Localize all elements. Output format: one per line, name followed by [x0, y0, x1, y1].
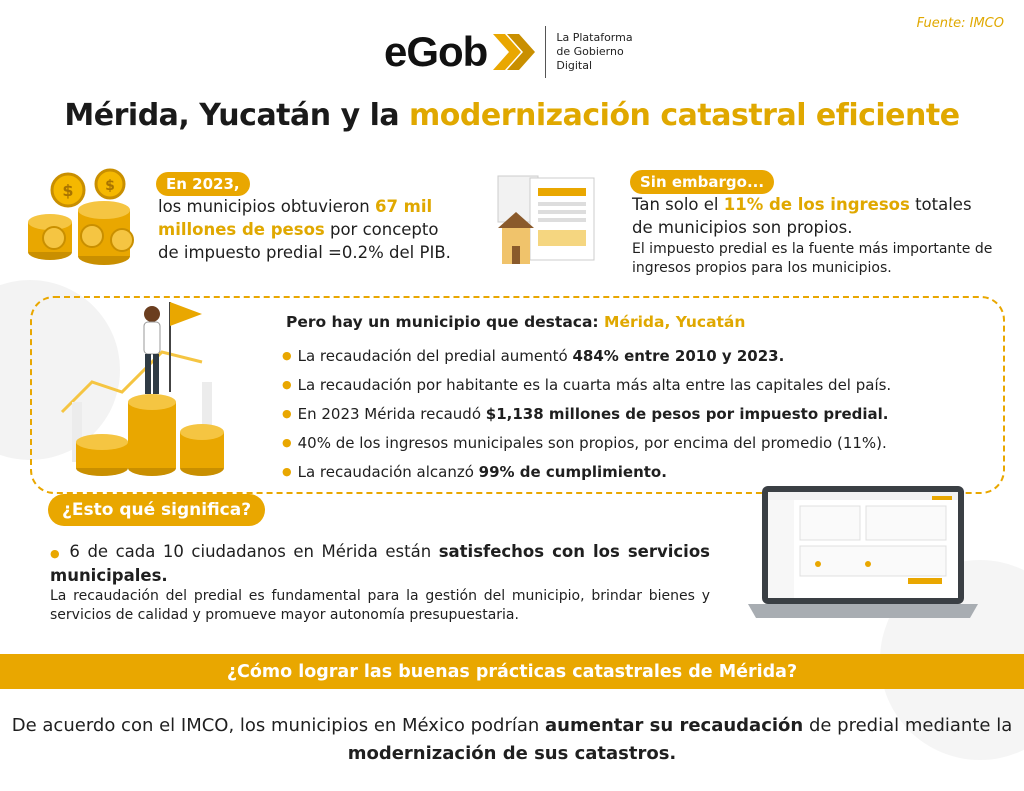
- text-span: La recaudación alcanzó: [297, 462, 474, 481]
- text-span: 40% de los ingresos municipales son propios, por encima del promedio (11%).: [297, 433, 887, 452]
- highlight-amount: 67 mil millones de pesos: [158, 197, 433, 239]
- significa-pill: ¿Esto qué significa?: [48, 494, 265, 526]
- section-banner: ¿Cómo lograr las buenas prácticas catastrales de Mérida?: [0, 654, 1024, 689]
- bold-span: 99% de cumplimiento.: [478, 462, 667, 481]
- svg-text:$: $: [62, 181, 74, 200]
- tagline-line: de Gobierno: [556, 45, 624, 58]
- year-2023-pill: En 2023,: [156, 172, 250, 196]
- text-span: La recaudación por habitante es la cuarta más alta entre las capitales del país.: [297, 375, 892, 394]
- highlight-percent: 11% de los ingresos: [723, 195, 910, 214]
- bold-span: $1,138 millones de pesos por impuesto predial.: [485, 404, 889, 423]
- svg-text:$: $: [105, 178, 115, 194]
- text-span: los municipios obtuvieron: [158, 197, 375, 216]
- significa-note: La recaudación del predial es fundamental para la gestión del municipio, brindar bienes y servicios de calidad y promueve mayor autonomía presupuestaria.: [50, 588, 710, 623]
- text-span: En 2023 Mérida recaudó: [297, 404, 482, 423]
- list-item: [282, 457, 891, 486]
- bullet-icon: ●: [282, 349, 292, 362]
- title-highlight: modernización catastral eficiente: [409, 98, 960, 133]
- highlight-city: Mérida, Yucatán: [604, 313, 746, 331]
- sin-embargo-note: El impuesto predial es la fuente más importante de ingresos propios para los municipios.: [632, 241, 993, 276]
- source-credit: [917, 16, 1004, 31]
- bullet-icon: ●: [50, 547, 62, 560]
- title-part: Mérida, Yucatán y la: [64, 98, 410, 133]
- text-span: La recaudación del predial aumentó: [297, 346, 568, 365]
- text-span: totales de municipios son propios.: [632, 195, 972, 237]
- source-value: IMCO: [969, 16, 1004, 31]
- logo-word: eGob: [384, 28, 488, 75]
- text-span: por concepto de impuesto predial =0.2% del PIB.: [158, 220, 451, 262]
- list-item: [282, 399, 891, 428]
- destaca-heading: [286, 313, 745, 331]
- logo-tagline: [556, 31, 666, 73]
- text-span: 6 de cada 10 ciudadanos en Mérida están: [69, 542, 439, 561]
- merida-facts-list: [282, 341, 891, 486]
- sin-embargo-text: [632, 193, 997, 239]
- egob-logo: [384, 26, 666, 78]
- sin-embargo-pill: Sin embargo...: [630, 170, 774, 194]
- bullet-icon: ●: [282, 407, 292, 420]
- bold-span: 484% entre 2010 y 2023.: [572, 346, 785, 365]
- text-span: De acuerdo con el IMCO, los municipios en México podrían: [11, 715, 546, 736]
- bold-span: satisfechos con los servicios municipales.: [50, 542, 710, 585]
- list-item: [282, 428, 891, 457]
- text-span: Tan solo el: [632, 195, 724, 214]
- conclusion-text: [0, 712, 1024, 768]
- bullet-icon: ●: [282, 378, 292, 391]
- tagline-line: Digital: [556, 59, 593, 72]
- bullet-icon: ●: [282, 436, 292, 449]
- chevron-logo-icon: [491, 30, 537, 74]
- bold-span: aumentar su recaudación: [545, 715, 804, 736]
- intro-2023-text: [158, 195, 458, 264]
- laptop-illustration: [748, 484, 978, 624]
- text-span: Pero hay un municipio que destaca:: [286, 313, 605, 331]
- documents-house-illustration: [492, 170, 618, 274]
- page-title: [0, 98, 1024, 133]
- tagline-line: La Plataforma: [556, 31, 633, 44]
- coins-illustration: [24, 166, 140, 270]
- list-item: [282, 341, 891, 370]
- bold-span: modernización de sus catastros.: [347, 743, 677, 764]
- source-label: Fuente:: [916, 16, 966, 31]
- logo-separator: [545, 26, 546, 78]
- satisfaction-text: [50, 541, 710, 587]
- list-item: [282, 370, 891, 399]
- bullet-icon: ●: [282, 465, 292, 478]
- woman-flag-coins-illustration: [52, 292, 252, 492]
- text-span: de predial mediante la: [803, 715, 1013, 736]
